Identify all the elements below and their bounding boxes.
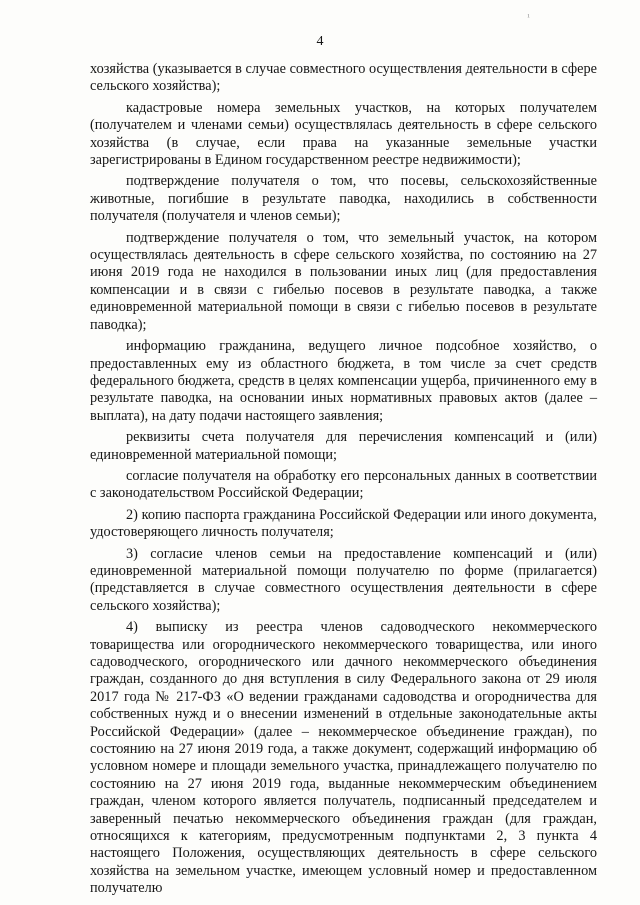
paragraph-land-use: подтверждение получателя о том, что земельный участок, на котором осуществлялась деятельность в сфере сельского хозяйства, по состоянию на 27 июня 2019 года не находился в пользовании иных лиц (для предоставления компенсации и в связи с гибелью посевов в результате паводка, а также единовременной материальной помощи в связи с гибелью посевов в результате паводка); xyxy=(90,229,597,333)
corner-mark: ¹ xyxy=(527,12,530,22)
paragraph-passport-copy: 2) копию паспорта гражданина Российской Федерации или иного документа, удостоверяющего личность получателя; xyxy=(90,506,597,541)
paragraph-personal-data-consent: согласие получателя на обработку его персональных данных в соответствии с законодательством Российской Федерации; xyxy=(90,467,597,502)
paragraph-payments-info: информацию гражданина, ведущего личное подсобное хозяйство, о предоставленных ему из областного бюджета, в том числе за счет средств федерального бюджета, средств в целях компенсации ущерба, причиненного ему в результате паводка, на основании иных нормативных правовых актов (далее – выплата), на дату подачи настоящего заявления; xyxy=(90,338,597,424)
paragraph-cadastral-numbers: кадастровые номера земельных участков, на которых получателем (получателем и членами семьи) осуществлялась деятельность в сфере сельского хозяйства (в случае, если права на указанные земельные участки зарегистрированы в Едином государственном реестре недвижимости); xyxy=(90,99,597,169)
paragraph-crops-ownership: подтверждение получателя о том, что посевы, сельскохозяйственные животные, погибшие в результате паводка, находились в собственности получателя (получателя и членов семьи); xyxy=(90,173,597,225)
page-number: 4 xyxy=(316,34,324,49)
paragraph-continuation: хозяйства (указывается в случае совместного осуществления деятельности в сфере сельского хозяйства); xyxy=(90,61,597,95)
document-body xyxy=(90,61,597,902)
paragraph-family-consent: 3) согласие членов семьи на предоставление компенсаций и (или) единовременной материальной помощи получателю по форме (прилагается) (представляется в случае совместного осуществления деятельности в сфере сельского хозяйства); xyxy=(90,545,597,614)
paragraph-bank-details: реквизиты счета получателя для перечисления компенсаций и (или) единовременной материальной помощи; xyxy=(90,429,597,463)
paragraph-registry-extract: 4) выписку из реестра членов садоводческого некоммерческого товарищества или огороднического некоммерческого товарищества, или иного садоводческого, огороднического или дачного некоммерческого объединения граждан, созданного до дня вступления в силу Федерального закона от 29 июля 2017 года № 217-ФЗ «О ведении гражданами садоводства и огородничества для собственных нужд и о внесении изменений в отдельные законодательные акты Российской Федерации» (далее – некоммерческое объединение граждан), по состоянию на 27 июня 2019 года, а также документ, содержащий информацию об условном номере и площади земельного участка, принадлежащего получателю по состоянию на 27 июня 2019 года, выданные некоммерческим объединением граждан, членом которого является получатель, подписанный председателем и заверенный печатью некоммерческого объединения граждан (для граждан, относящихся к категориям, предусмотренным подпунктами 2, 3 пункта 4 настоящего Положения, осуществляющих деятельность в сфере сельского хозяйства на земельном участке, имеющем условный номер и предоставленном получателю xyxy=(90,619,597,897)
